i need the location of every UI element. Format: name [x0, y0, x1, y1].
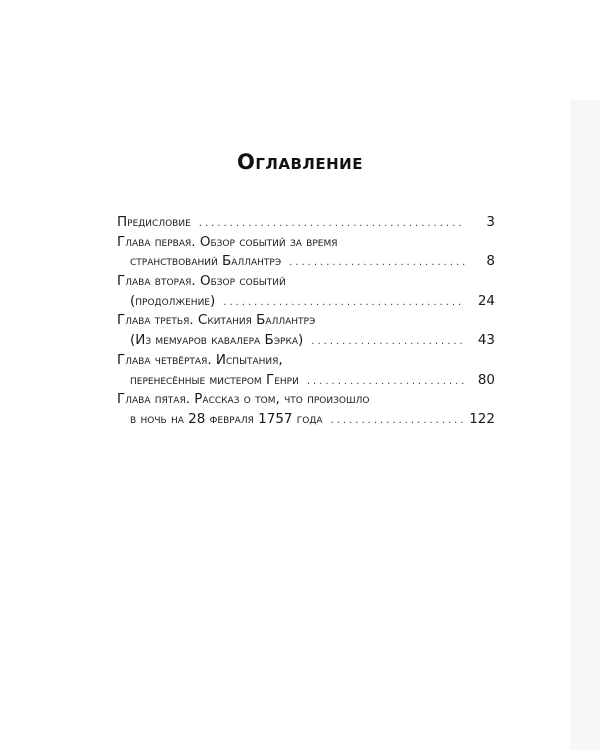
toc-page-number: 3 — [486, 214, 495, 230]
toc-entry-text: Глава первая. Обзор событий за время — [117, 233, 338, 250]
dot-leader — [331, 411, 464, 431]
toc-entry-last-line — [117, 292, 495, 312]
dot-leader — [311, 332, 465, 352]
dot-leader — [199, 214, 465, 234]
toc-entry-chapter-4[interactable] — [117, 351, 495, 390]
dot-leader — [307, 372, 465, 392]
toc-entry-text: в ночь на 28 февраля 1757 года — [130, 410, 323, 427]
dot-leader — [289, 253, 465, 273]
toc-entry-text: Глава третья. Скитания Баллантрэ — [117, 312, 316, 329]
toc-entry-text: Глава вторая. Обзор событий — [117, 273, 286, 290]
toc-entry-text: (продолжение) — [130, 292, 216, 309]
toc-entry-last-line — [117, 252, 495, 272]
toc-page-number: 43 — [477, 332, 495, 349]
toc-entry-last-line — [117, 371, 495, 391]
toc-entry-text: Глава пятая. Рассказ о том, что произошло — [117, 391, 370, 408]
toc-entry-last-line — [117, 410, 495, 430]
toc-entry-last-line — [117, 213, 495, 233]
table-of-contents — [117, 213, 495, 430]
toc-title: Оглавление — [237, 150, 363, 174]
dot-leader — [223, 293, 465, 313]
toc-entry-chapter-2[interactable] — [117, 272, 495, 311]
toc-page-number: 8 — [486, 253, 495, 270]
toc-entry-preface[interactable] — [117, 213, 495, 233]
toc-entry-text: странствований Баллантрэ — [130, 253, 282, 270]
toc-entry-text: перенесённые мистером Генри — [130, 371, 299, 388]
toc-entry-text: (Из мемуаров кавалера Бэрка) — [130, 332, 304, 349]
toc-entry-last-line — [117, 331, 495, 351]
toc-entry-text: Предисловие — [117, 214, 191, 230]
toc-page-number: 122 — [469, 410, 495, 427]
toc-entry-text: Глава четвёртая. Испытания, — [117, 351, 283, 368]
page-edge-shadow — [570, 100, 600, 750]
toc-page-number: 24 — [477, 292, 495, 309]
toc-entry-chapter-5[interactable] — [117, 390, 495, 429]
toc-page-number: 80 — [477, 371, 495, 388]
toc-entry-chapter-3[interactable] — [117, 311, 495, 350]
toc-entry-chapter-1[interactable] — [117, 233, 495, 272]
